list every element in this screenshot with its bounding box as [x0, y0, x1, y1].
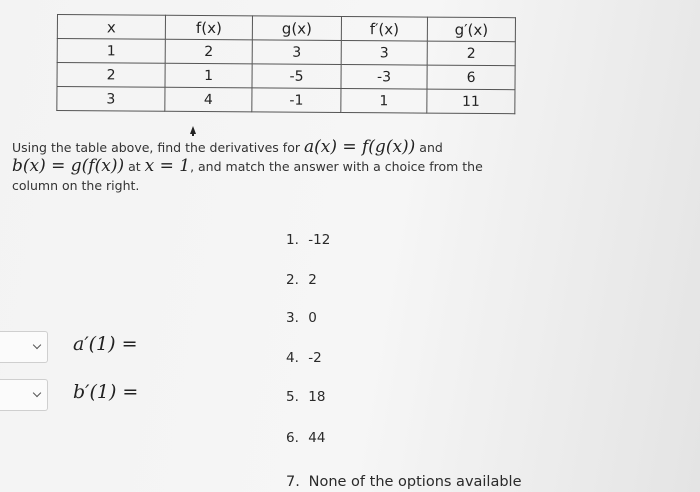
chevron-down-icon — [33, 341, 41, 349]
option-label: 44 — [308, 430, 326, 446]
table-cell: 3 — [57, 87, 165, 112]
option-item — [286, 350, 322, 366]
option-item — [286, 389, 325, 405]
question-and: and — [419, 140, 443, 155]
table-row — [57, 39, 515, 66]
table-cell: 6 — [427, 65, 515, 90]
option-item — [286, 232, 330, 248]
match-label-b: b′(1) = — [73, 381, 139, 403]
option-label: None of the options available — [308, 474, 522, 490]
derivative-table — [56, 14, 516, 114]
option-number: 3. — [286, 310, 299, 326]
answer-select-b[interactable] — [0, 379, 48, 411]
table-cell: 3 — [341, 40, 427, 65]
table-cell: 4 — [165, 87, 252, 112]
table-cell: 2 — [57, 63, 165, 88]
table-cell: 2 — [165, 39, 252, 64]
chevron-down-icon — [33, 389, 41, 397]
option-item — [286, 430, 325, 446]
option-number: 7. — [286, 474, 300, 490]
table-row — [57, 63, 515, 90]
option-item — [286, 272, 317, 288]
answer-select-a[interactable] — [0, 331, 48, 363]
question-text — [12, 138, 522, 195]
table-header-row — [57, 15, 515, 42]
question-at: at — [128, 159, 141, 174]
option-number: 5. — [286, 389, 299, 405]
option-number: 1. — [286, 232, 299, 248]
header-x: x — [57, 15, 165, 40]
option-label: -2 — [308, 350, 322, 366]
table-cell: 11 — [427, 89, 515, 114]
table-cell: 1 — [341, 88, 427, 113]
option-number: 6. — [286, 430, 299, 446]
question-intro: Using the table above, find the derivatives for — [12, 140, 300, 155]
table-cell: 1 — [57, 39, 165, 64]
table-cell: -5 — [252, 64, 341, 89]
a-definition: a(x) = f(g(x)) — [303, 137, 416, 157]
table-cell: 3 — [252, 40, 341, 65]
x-value: x = 1 — [144, 156, 191, 176]
option-label: 2 — [308, 272, 317, 288]
table-row — [57, 87, 515, 114]
header-f-prime: f′(x) — [341, 16, 427, 41]
option-label: -12 — [308, 232, 331, 248]
header-f: f(x) — [165, 15, 252, 40]
option-number: 4. — [286, 350, 299, 366]
option-item — [286, 474, 522, 490]
match-label-a: a′(1) = — [73, 333, 138, 355]
option-label: 18 — [308, 389, 326, 405]
question-instructions: , and match the answer with a choice from the column on the right. — [12, 159, 483, 193]
header-g: g(x) — [252, 16, 341, 41]
b-definition: b(x) = g(f(x)) — [12, 156, 125, 176]
mouse-cursor-icon — [190, 126, 196, 134]
table-cell: -3 — [341, 64, 427, 89]
table-cell: 2 — [427, 41, 515, 66]
option-label: 0 — [308, 310, 317, 326]
table-cell: -1 — [252, 88, 341, 113]
table-cell: 1 — [165, 63, 252, 88]
option-number: 2. — [286, 272, 299, 288]
option-item — [286, 310, 317, 326]
header-g-prime: g′(x) — [427, 17, 515, 42]
